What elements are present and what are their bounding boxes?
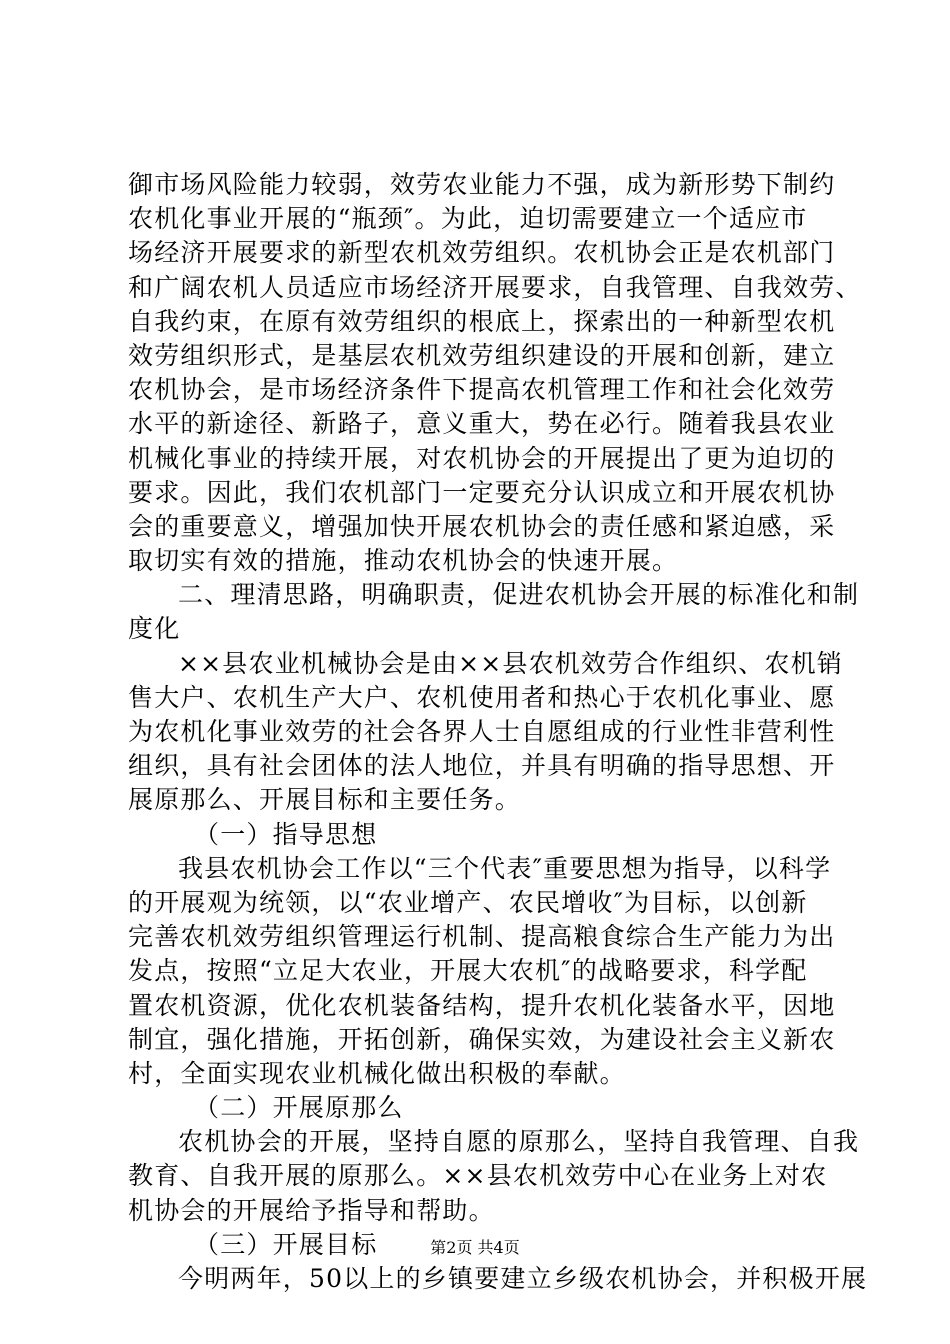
text-line: 组织，具有社会团体的法人地位，并具有明确的指导思想、开 bbox=[128, 751, 836, 781]
text-line: 为农机化事业效劳的社会各界人士自愿组成的行业性非营利性 bbox=[128, 717, 836, 746]
paragraph-start: ××县农业机械协会是由××县农机效劳合作组织、农机销 bbox=[178, 648, 843, 678]
document-body bbox=[128, 168, 868, 1296]
text-line: 机协会的开展给予指导和帮助。 bbox=[128, 1195, 495, 1225]
paragraph-start: 我县农机协会工作以“三个代表″重要思想为指导，以科学 bbox=[178, 853, 832, 883]
text-line: 的开展观为统领，以“农业增产、农民增收″为目标，以创新 bbox=[128, 887, 808, 917]
subsection-heading: （一）指导思想 bbox=[194, 819, 378, 849]
text-line: 自我约束，在原有效劳组织的根底上，探索出的一种新型农机 bbox=[128, 306, 836, 336]
text-line: 会的重要意义，增强加快开展农机协会的责任感和紧迫感，采 bbox=[128, 511, 836, 541]
paragraph-start: 农机协会的开展，坚持自愿的原那么，坚持自我管理、自我 bbox=[178, 1127, 860, 1157]
text-line: 和广阔农机人员适应市场经济开展要求，自我管理、自我效劳、 bbox=[128, 272, 862, 302]
text-line: 农机协会，是市场经济条件下提高农机管理工作和社会化效劳 bbox=[128, 375, 836, 405]
section-heading-continuation: 度化 bbox=[128, 614, 181, 644]
text-line: 完善农机效劳组织管理运行机制、提高粮食综合生产能力为出 bbox=[128, 922, 836, 952]
paragraph-start: 今明两年，50以上的乡镇要建立乡级农机协会，并积极开展 bbox=[178, 1264, 868, 1293]
text-line: 教育、自我开展的原那么。××县农机效劳中心在业务上对农 bbox=[128, 1161, 828, 1191]
text-line: 要求。因此，我们农机部门一定要充分认识成立和开展农机协 bbox=[128, 477, 836, 507]
text-line: 展原那么、开展目标和主要任务。 bbox=[128, 785, 522, 815]
text-line: 农机化事业开展的“瓶颈″。为此，迫切需要建立一个适应市 bbox=[128, 204, 808, 234]
text-line: 水平的新途径、新路子，意义重大，势在必行。随着我县农业 bbox=[128, 409, 836, 439]
section-heading: 二、理清思路，明确职责，促进农机协会开展的标准化和制 bbox=[178, 580, 860, 610]
text-line: 置农机资源，优化农机装备结构，提升农机化装备水平，因地 bbox=[128, 990, 836, 1020]
page-number-footer: 第2页 共4页 bbox=[430, 1238, 520, 1257]
text-line: 售大户、农机生产大户、农机使用者和热心于农机化事业、愿 bbox=[128, 682, 836, 712]
subsection-heading: （二）开展原那么 bbox=[194, 1093, 404, 1123]
text-line: 御市场风险能力较弱，效劳农业能力不强，成为新形势下制约 bbox=[128, 170, 836, 199]
text-line: 村，全面实现农业机械化做出积极的奉献。 bbox=[128, 1058, 626, 1088]
text-line: 机械化事业的持续开展，对农机协会的开展提出了更为迫切的 bbox=[128, 443, 836, 473]
subsection-heading: （三）开展目标 bbox=[194, 1229, 378, 1259]
text-line: 取切实有效的措施，推动农机协会的快速开展。 bbox=[128, 546, 679, 576]
text-line: 制宜，强化措施，开拓创新，确保实效，为建设社会主义新农 bbox=[128, 1024, 836, 1054]
text-line: 场经济开展要求的新型农机效劳组织。农机协会正是农机部门 bbox=[128, 238, 836, 268]
text-line: 效劳组织形式，是基层农机效劳组织建设的开展和创新，建立 bbox=[128, 340, 836, 370]
text-line: 发点，按照“立足大农业，开展大农机″的战略要求，科学配 bbox=[128, 956, 808, 986]
